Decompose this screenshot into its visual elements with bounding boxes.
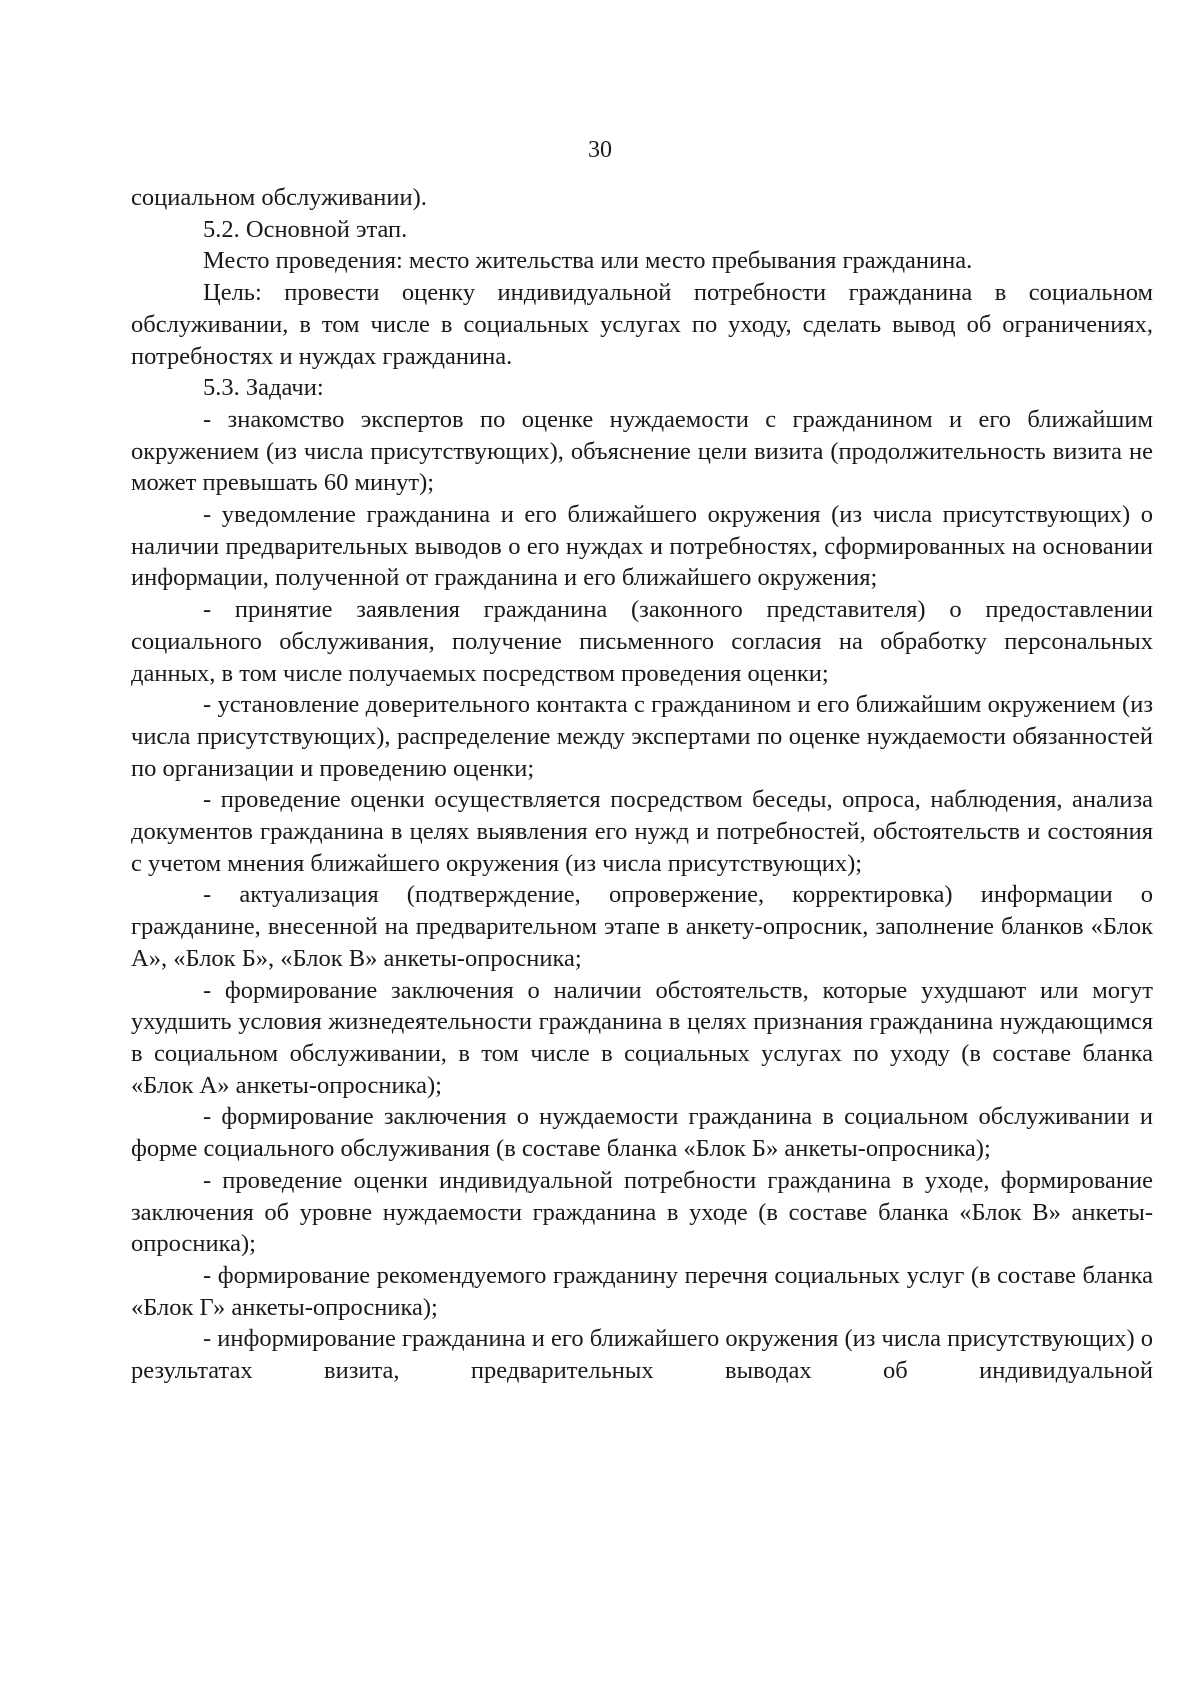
section-heading-5-3: 5.3. Задачи:: [203, 374, 324, 402]
task-item: - проведение оценки осуществляется посредством беседы, опроса, наблюдения, анализа документов гражданина в целях выявления его нужд и потребностей, обстоятельств и состояния с учетом мнения ближайшего окружения (из числа присутствующих);: [131, 786, 1153, 877]
task-item-continues: - информирование гражданина и его ближайшего окружения (из числа присутствующих) о результатах визита, предварительных выводах об индивидуальной: [131, 1325, 1153, 1385]
task-item: - формирование заключения о нуждаемости гражданина в социальном обслуживании и форме социального обслуживания (в составе бланка «Блок Б» анкеты-опросника);: [131, 1103, 1153, 1163]
task-item: - формирование рекомендуемого гражданину перечня социальных услуг (в составе бланка «Блок Г» анкеты-опросника);: [131, 1261, 1153, 1321]
paragraph-location: Место проведения: место жительства или место пребывания гражданина.: [203, 247, 973, 275]
section-heading-5-2: 5.2. Основной этап.: [203, 215, 408, 243]
paragraph-continuation: социальном обслуживании).: [131, 184, 427, 211]
task-item: - проведение оценки индивидуальной потребности гражданина в уходе, формирование заключения об уровне нуждаемости гражданина в уходе (в составе бланка «Блок В» анкеты-опросника);: [131, 1166, 1153, 1258]
task-item: - формирование заключения о наличии обстоятельств, которые ухудшают или могут ухудшить условия жизнедеятельности гражданина в целях признания гражданина нуждающимся в социальном обслуживании, в том числе в социальных услугах по уходу (в составе бланка «Блок А» анкеты-опросника);: [131, 976, 1153, 1099]
document-body: [131, 182, 1153, 1387]
task-item: - знакомство экспертов по оценке нуждаемости с гражданином и его ближайшим окружением (из числа присутствующих), объяснение цели визита (продолжительность визита не может превышать 60 минут);: [131, 405, 1153, 497]
page-number: 30: [588, 137, 612, 163]
task-item: - принятие заявления гражданина (законного представителя) о предоставлении социального обслуживания, получение письменного согласия на обработку персональных данных, в том числе получаемых посредством проведения оценки;: [131, 596, 1153, 687]
paragraph-goal: Цель: провести оценку индивидуальной потребности гражданина в социальном обслуживании, в том числе в социальных услугах по уходу, сделать вывод об ограничениях, потребностях и нуждах гражданина.: [131, 279, 1153, 370]
task-item: - уведомление гражданина и его ближайшего окружения (из числа присутствующих) о наличии предварительных выводов о его нуждах и потребностях, сформированных на основании информации, полученной от гражданина и его ближайшего окружения;: [131, 501, 1153, 592]
task-item: - установление доверительного контакта с гражданином и его ближайшим окружением (из числа присутствующих), распределение между экспертами по оценке нуждаемости обязанностей по организации и проведению оценки;: [131, 691, 1153, 782]
task-item: - актуализация (подтверждение, опровержение, корректировка) информации о гражданине, внесенной на предварительном этапе в анкету-опросник, заполнение бланков «Блок А», «Блок Б», «Блок В» анкеты-опросника;: [131, 881, 1153, 972]
